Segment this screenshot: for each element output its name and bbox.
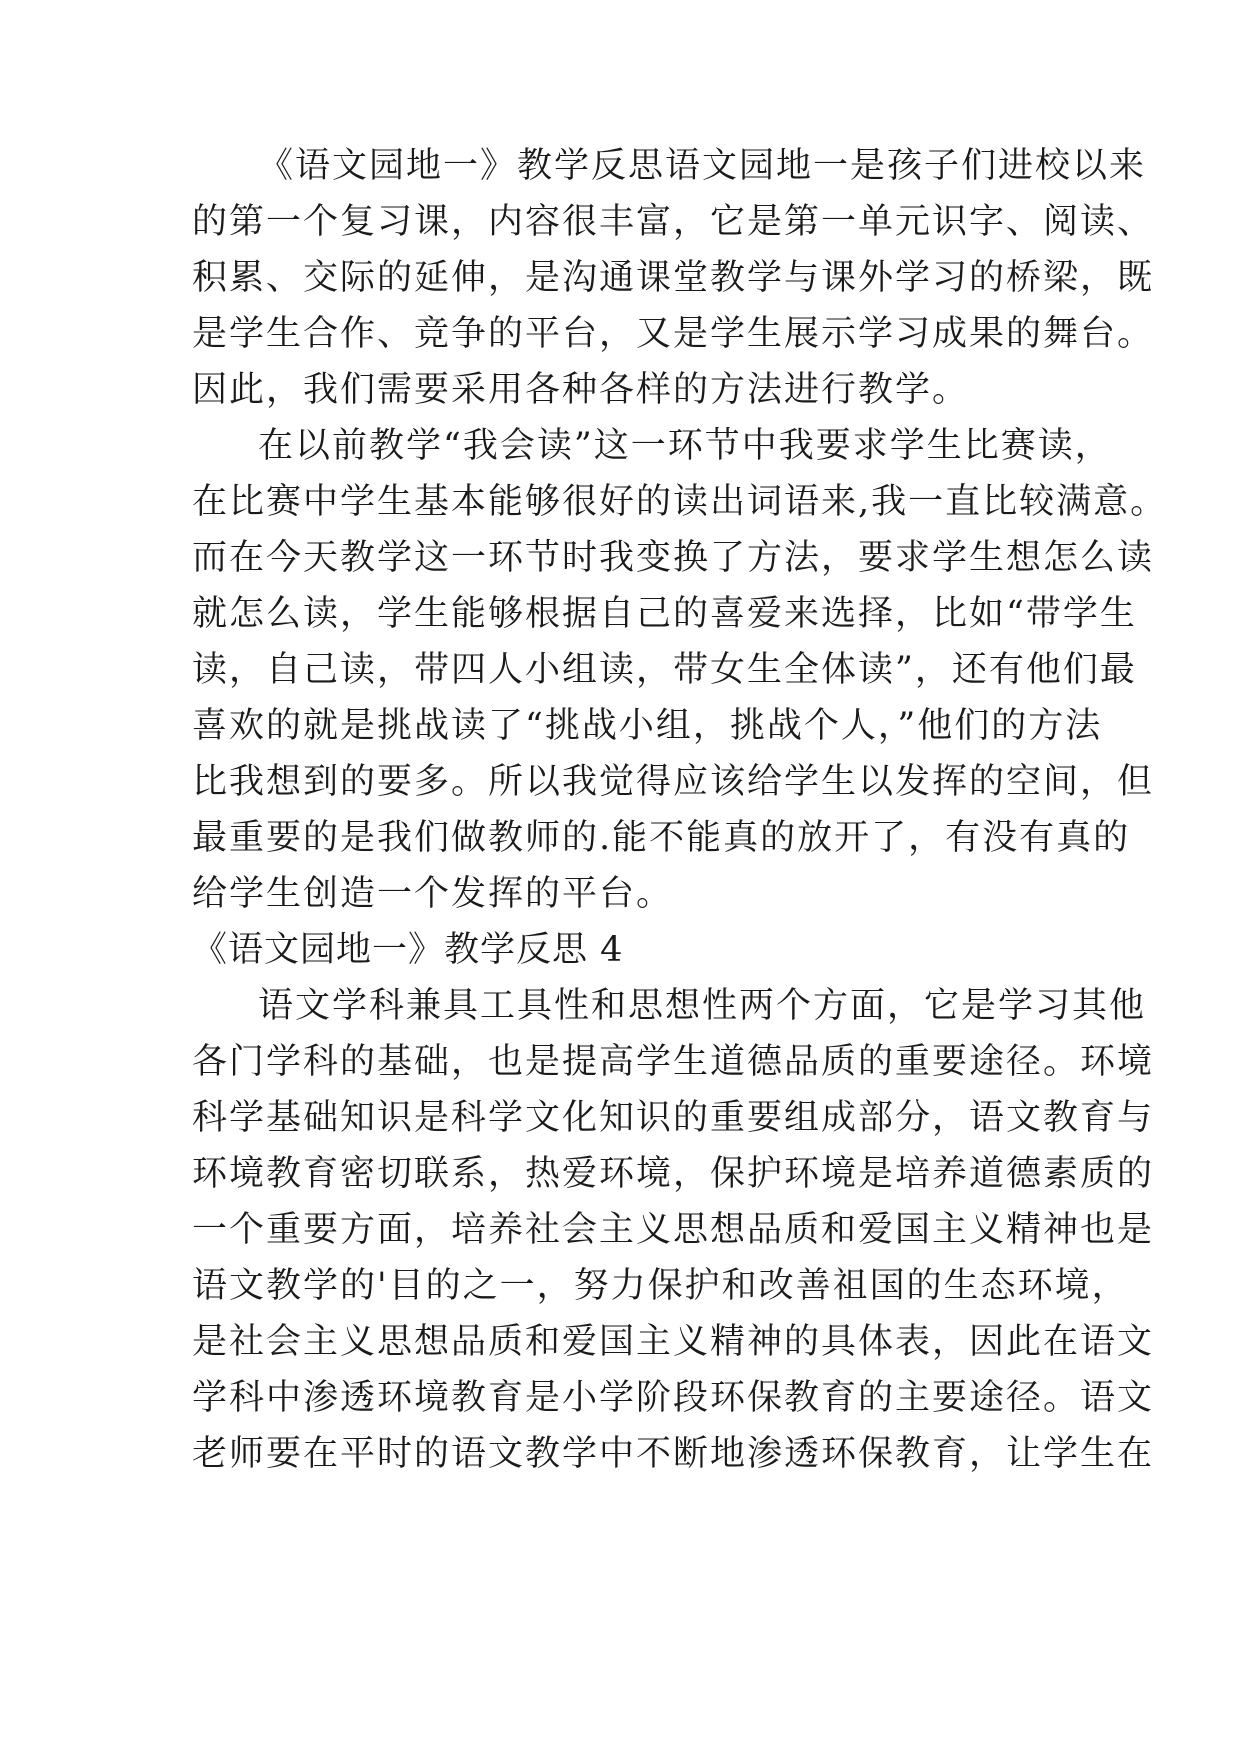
text-line: 读，自己读，带四人小组读，带女生全体读”，还有他们最 bbox=[192, 650, 1137, 690]
text-line: 喜欢的就是挑战读了“挑战小组，挑战个人，”他们的方法 bbox=[192, 706, 1103, 746]
text-line: 老师要在平时的语文教学中不断地渗透环保教育，让学生在 bbox=[192, 1434, 1155, 1474]
text-line: 语文教学的'目的之一，努力保护和改善祖国的生态环境， bbox=[192, 1266, 1129, 1306]
text-line: 各门学科的基础，也是提高学生道德品质的重要途径。环境 bbox=[192, 1042, 1155, 1082]
text-line: 比我想到的要多。所以我觉得应该给学生以发挥的空间，但 bbox=[192, 762, 1155, 802]
text-line: 语文学科兼具工具性和思想性两个方面，它是学习其他 bbox=[258, 986, 1147, 1026]
text-line: 环境教育密切联系，热爱环境，保护环境是培养道德素质的 bbox=[192, 1154, 1155, 1194]
text-line: 是社会主义思想品质和爱国主义精神的具体表，因此在语文 bbox=[192, 1322, 1155, 1362]
text-line: 的第一个复习课，内容很丰富，它是第一单元识字、阅读、 bbox=[192, 202, 1155, 242]
text-line: 因此，我们需要采用各种各样的方法进行教学。 bbox=[192, 370, 970, 410]
text-line: 在以前教学“我会读”这一环节中我要求学生比赛读， bbox=[258, 426, 1112, 466]
text-line: 一个重要方面，培养社会主义思想品质和爱国主义精神也是 bbox=[192, 1210, 1155, 1250]
text-line: 而在今天教学这一环节时我变换了方法，要求学生想怎么读 bbox=[192, 538, 1155, 578]
text-line: 积累、交际的延伸，是沟通课堂教学与课外学习的桥梁，既 bbox=[192, 258, 1155, 298]
text-line: 给学生创造一个发挥的平台。 bbox=[192, 874, 674, 914]
text-line: 是学生合作、竞争的平台，又是学生展示学习成果的舞台。 bbox=[192, 314, 1155, 354]
section-heading: 《语文园地一》教学反思 4 bbox=[192, 930, 624, 970]
text-line: 学科中渗透环境教育是小学阶段环保教育的主要途径。语文 bbox=[192, 1378, 1155, 1418]
text-line: 在比赛中学生基本能够很好的读出词语来,我一直比较满意。 bbox=[192, 482, 1168, 522]
text-line: 最重要的是我们做教师的.能不能真的放开了，有没有真的 bbox=[192, 818, 1131, 858]
text-line: 《语文园地一》教学反思语文园地一是孩子们进校以来 bbox=[258, 146, 1147, 186]
text-line: 就怎么读，学生能够根据自己的喜爱来选择，比如“带学生 bbox=[192, 594, 1137, 634]
text-line: 科学基础知识是科学文化知识的重要组成部分，语文教育与 bbox=[192, 1098, 1155, 1138]
